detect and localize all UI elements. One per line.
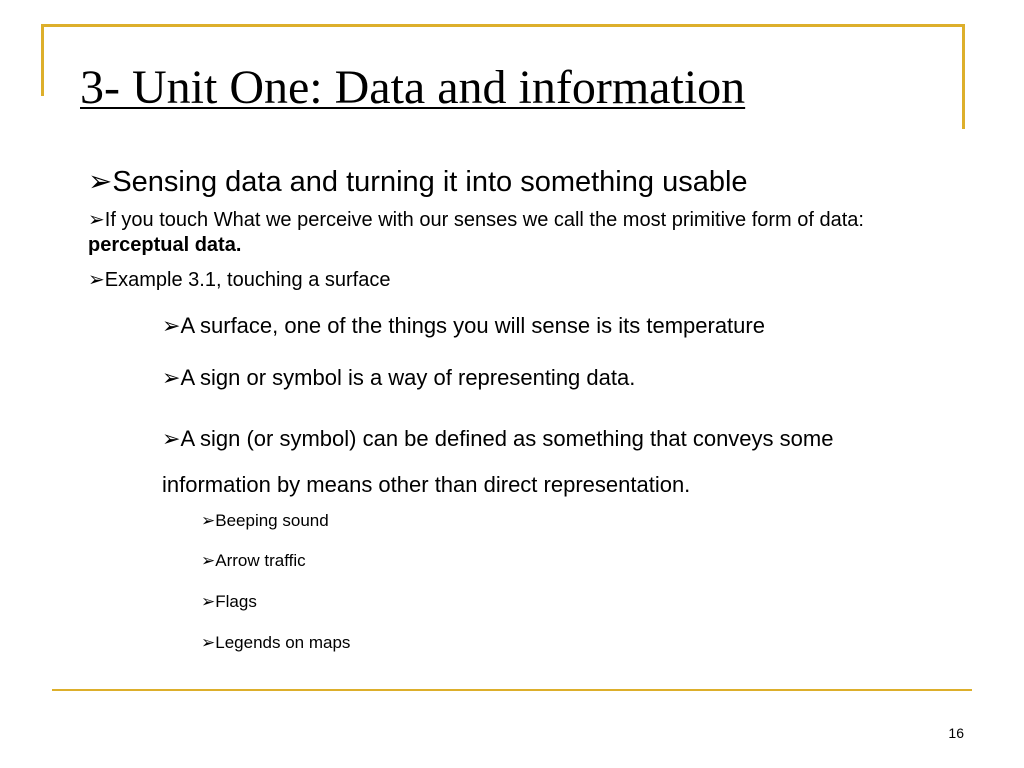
sub-bullet-item [201,550,306,572]
sub-bullet-text: Beeping sound [215,511,329,530]
sub-bullet-item [201,632,350,654]
bullet-text: A sign (or symbol) can be defined as something that conveys some information by means other than direct representation. [162,426,834,497]
sub-bullet-item [201,510,329,532]
bullet-text: If you touch What we perceive with our senses we call the most primitive form of data: [104,209,864,231]
bullet-sign-symbol [162,364,635,392]
bullet-sign-definition [162,416,902,508]
arrow-bullet-icon: ➢ [201,551,216,570]
frame-right-line [962,24,965,129]
arrow-bullet-icon: ➢ [162,426,181,451]
sub-bullet-text: Flags [215,592,257,611]
arrow-bullet-icon: ➢ [88,269,105,291]
sub-bullet-text: Legends on maps [215,633,351,652]
arrow-bullet-icon: ➢ [201,633,216,652]
sub-bullet-text: Arrow traffic [215,551,306,570]
arrow-bullet-icon: ➢ [162,313,181,338]
bullet-perceptual-data [88,208,938,258]
arrow-bullet-icon: ➢ [201,592,216,611]
arrow-bullet-icon: ➢ [201,511,216,530]
footer-divider [52,689,972,691]
sub-bullet-item [201,591,257,613]
arrow-bullet-icon: ➢ [88,209,105,231]
page-number: 16 [948,725,964,741]
frame-top-line [41,24,965,27]
frame-left-line [41,24,44,96]
slide-title: 3- Unit One: Data and information [80,61,746,114]
bullet-sensing-data [88,164,748,200]
bullet-example [88,268,391,293]
bullet-text: Example 3.1, touching a surface [104,269,391,291]
arrow-bullet-icon: ➢ [162,365,181,390]
arrow-bullet-icon: ➢ [88,166,113,198]
bullet-text: A surface, one of the things you will sense is its temperature [180,313,765,338]
bullet-bold-text: perceptual data. [88,234,242,256]
bullet-surface-temperature [162,312,765,340]
bullet-text: A sign or symbol is a way of representing data. [180,365,636,390]
bullet-text: Sensing data and turning it into something usable [112,166,748,198]
